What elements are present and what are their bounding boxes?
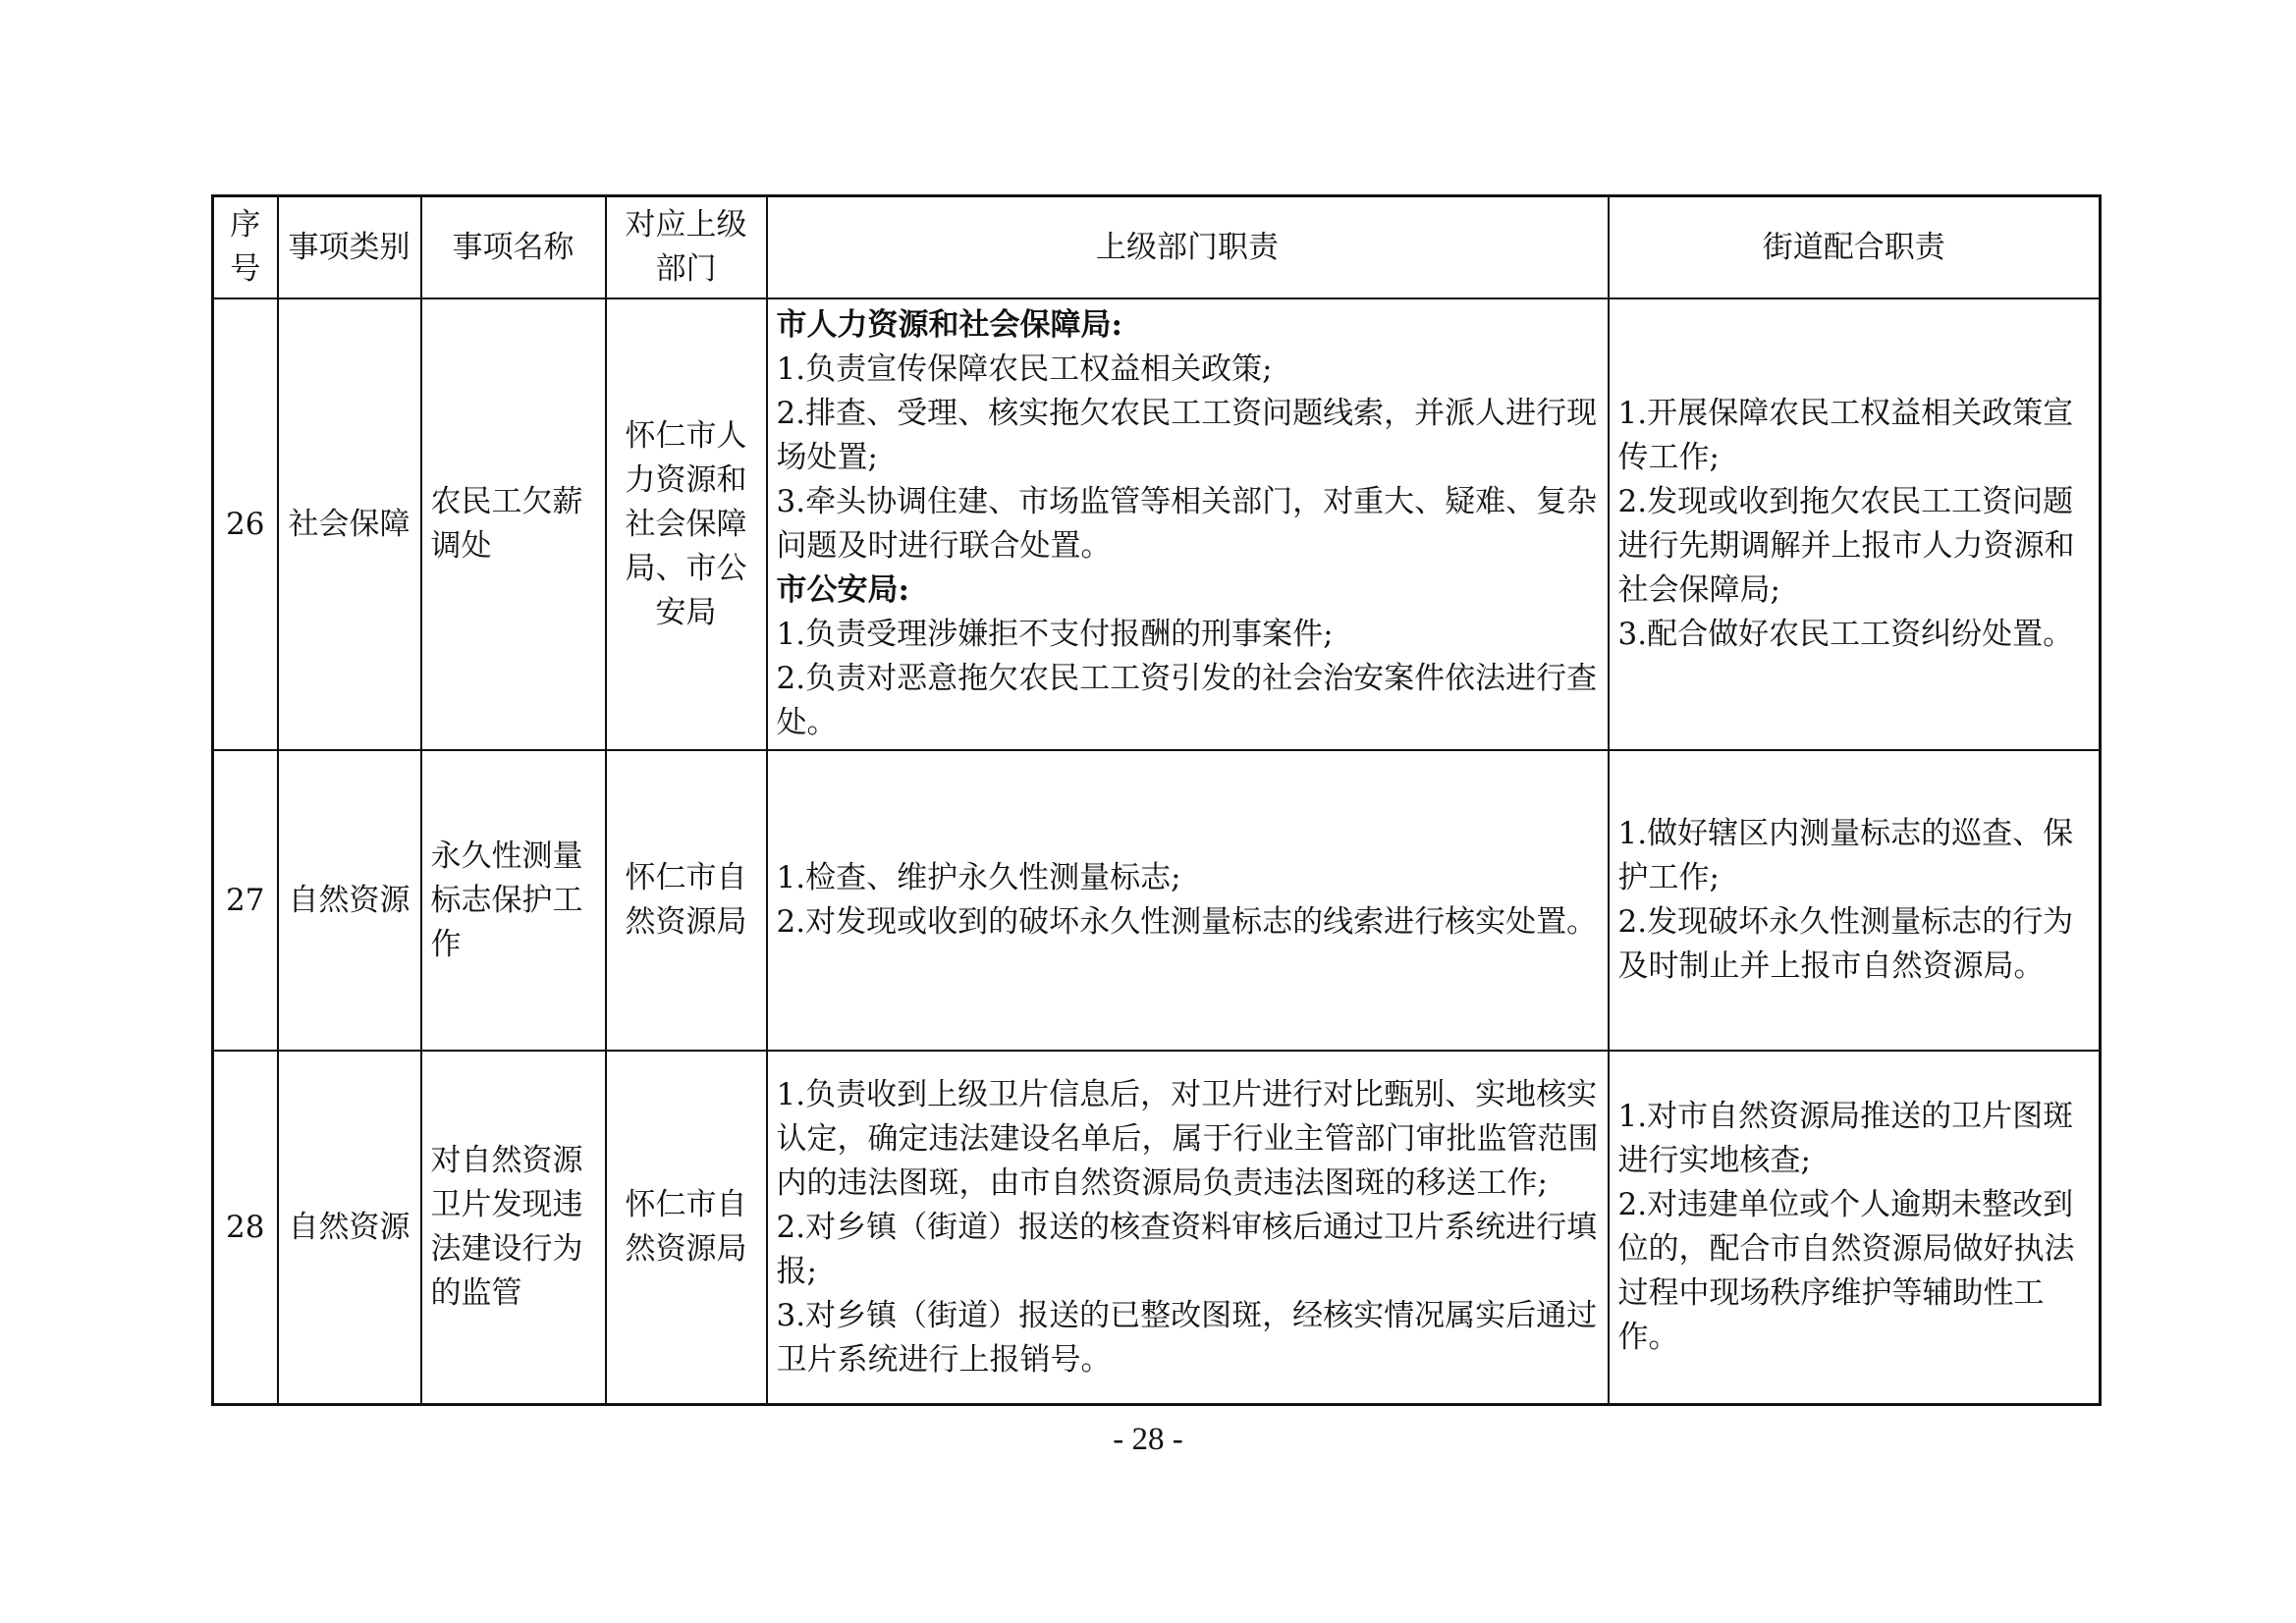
row-name: 永久性测量标志保护工作 [421,750,606,1051]
row-dept: 怀仁市自然资源局 [606,750,767,1051]
row-no: 27 [213,750,278,1051]
duty-heading: 市公安局: [776,572,909,608]
table-header-row [213,196,2101,299]
table-row [213,298,2101,750]
page-number: - 28 - [1113,1422,1183,1457]
table-row [213,750,2101,1051]
row-dept: 怀仁市人力资源和社会保障局、市公安局 [606,298,767,750]
duty-line: 1.负责收到上级卫片信息后，对卫片进行对比甄别、实地核实认定，确定违法建设名单后，属于行业主管部门审批监管范围内的违法图斑，由市自然资源局负责违法图斑的移送工作; [776,1076,1599,1201]
header-dept: 对应上级部门 [606,196,767,299]
duty-line: 1.检查、维护永久性测量标志; [776,860,1181,895]
header-no: 序号 [213,196,278,299]
row-upper-duties [767,298,1609,750]
duty-line: 2.负责对恶意拖欠农民工工资引发的社会治安案件依法进行查处。 [776,661,1598,740]
row-street-duties [1609,1051,2101,1405]
street-duty-line: 3.配合做好农民工工资纠纷处置。 [1617,617,2074,652]
street-duty-line: 1.对市自然资源局推送的卫片图斑进行实地核查; [1617,1099,2074,1178]
row-category: 自然资源 [278,1051,421,1405]
street-duty-line: 1.开展保障农民工权益相关政策宣传工作; [1617,396,2074,475]
row-upper-duties [767,1051,1609,1405]
duty-line: 1.负责宣传保障农民工权益相关政策; [776,352,1273,387]
header-name: 事项名称 [421,196,606,299]
duty-line: 1.负责受理涉嫌拒不支付报酬的刑事案件; [776,617,1334,652]
row-name: 农民工欠薪调处 [421,298,606,750]
row-name: 对自然资源卫片发现违法建设行为的监管 [421,1051,606,1405]
header-category: 事项类别 [278,196,421,299]
row-street-duties [1609,750,2101,1051]
duty-line: 2.对乡镇（街道）报送的核查资料审核后通过卫片系统进行填报; [776,1209,1598,1289]
duty-line: 3.牵头协调住建、市场监管等相关部门，对重大、疑难、复杂问题及时进行联合处置。 [776,484,1598,564]
table-row [213,1051,2101,1405]
row-no: 26 [213,298,278,750]
row-category: 自然资源 [278,750,421,1051]
header-street-duties: 街道配合职责 [1609,196,2101,299]
street-duty-line: 2.对违建单位或个人逾期未整改到位的，配合市自然资源局做好执法过程中现场秩序维护等辅助性工作。 [1617,1187,2075,1355]
duty-table [211,194,2102,1406]
duty-line: 2.对发现或收到的破坏永久性测量标志的线索进行核实处置。 [776,904,1598,940]
row-street-duties [1609,298,2101,750]
duty-line: 2.排查、受理、核实拖欠农民工工资问题线索，并派人进行现场处置; [776,396,1598,475]
row-upper-duties [767,750,1609,1051]
header-upper-duties: 上级部门职责 [767,196,1609,299]
row-no: 28 [213,1051,278,1405]
row-category: 社会保障 [278,298,421,750]
row-dept: 怀仁市自然资源局 [606,1051,767,1405]
street-duty-line: 2.发现破坏永久性测量标志的行为及时制止并上报市自然资源局。 [1617,904,2074,984]
duty-heading: 市人力资源和社会保障局: [776,307,1122,343]
street-duty-line: 1.做好辖区内测量标志的巡查、保护工作; [1617,816,2074,895]
duty-line: 3.对乡镇（街道）报送的已整改图斑，经核实情况属实后通过卫片系统进行上报销号。 [776,1297,1598,1378]
street-duty-line: 2.发现或收到拖欠农民工工资问题进行先期调解并上报市人力资源和社会保障局; [1617,484,2075,608]
